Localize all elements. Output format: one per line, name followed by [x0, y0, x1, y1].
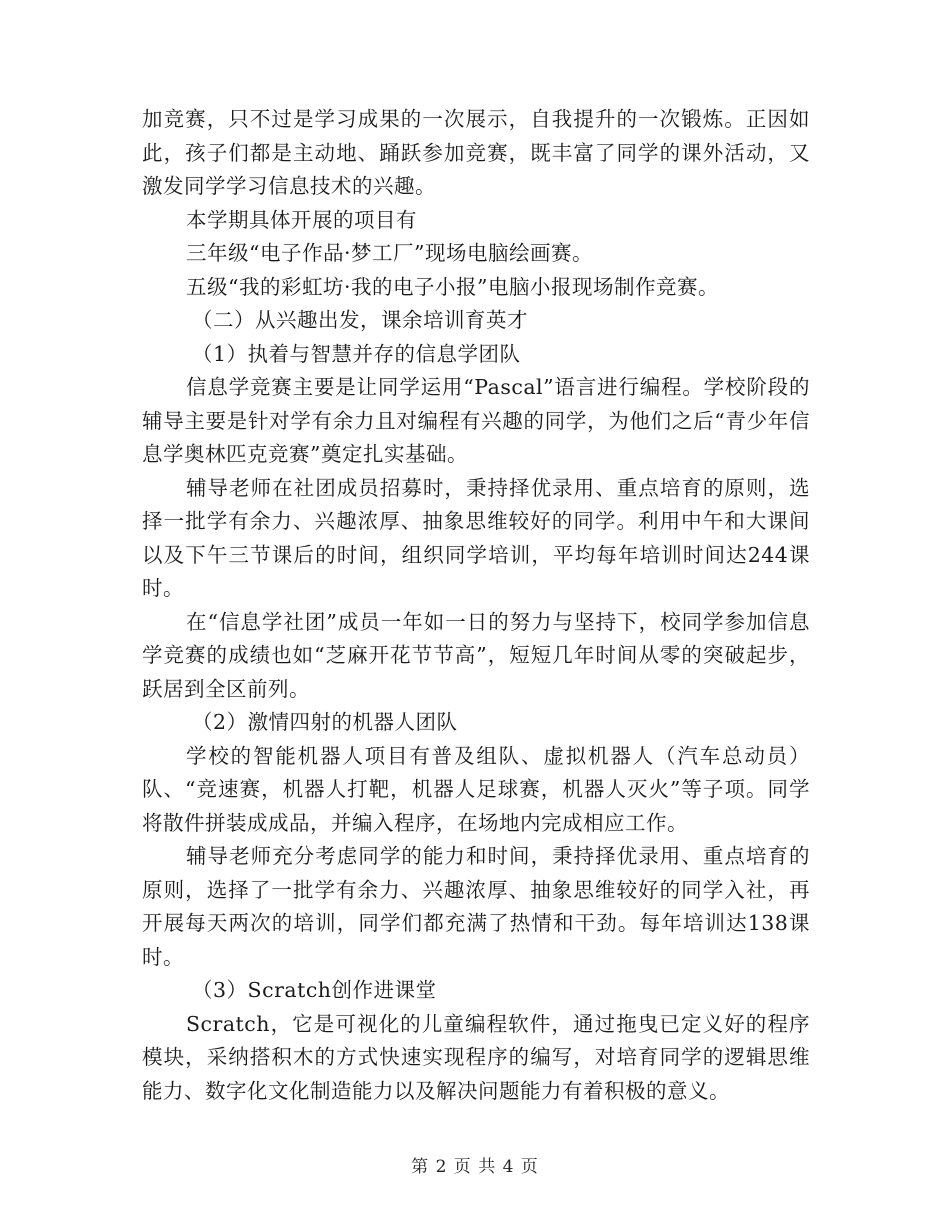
subsection-heading-2: （2）激情四射的机器人团队: [192, 710, 458, 734]
paragraph-continuation: 加竞赛，只不过是学习成果的一次展示，自我提升的一次锻炼。正因如此，孩子们都是主动地、踊跃参加竞赛，既丰富了同学的课外活动，又激发同学学习信息技术的兴趣。: [142, 107, 810, 198]
paragraph-informatics-1: 信息学竞赛主要是让同学运用“Pascal”语言进行编程。学校阶段的辅导主要是针对学有余力且对编程有兴趣的同学，为他们之后“青少年信息学奥林匹克竞赛”奠定扎实基础。: [142, 375, 810, 466]
paragraph-informatics-2: 辅导老师在社团成员招募时，秉持择优录用、重点培育的原则，选择一批学有余力、兴趣浓厚、抽象思维较好的同学。利用中午和大课间以及下午三节课后的时间，组织同学培训，平均每年培训时间达244课时。: [142, 475, 810, 600]
subsection-heading-3: （3）Scratch创作进课堂: [192, 978, 437, 1002]
section-heading-2: （二）从兴趣出发，课余培训育英才: [192, 308, 528, 332]
paragraph-robotics-2: 辅导老师充分考虑同学的能力和时间，秉持择优录用、重点培育的原则，选择了一批学有余力、兴趣浓厚、抽象思维较好的同学入社，再开展每天两次的培训，同学们都充满了热情和干劲。每年培训达138课时。: [142, 844, 810, 969]
paragraph-projects-intro: 本学期具体开展的项目有: [186, 207, 417, 232]
paragraph-scratch: Scratch，它是可视化的儿童编程软件，通过拖曳已定义好的程序模块，采纳搭积木的方式快速实现程序的编写，对培育同学的逻辑思维能力、数字化文化制造能力以及解决问题能力有着积极的意义。: [142, 1011, 810, 1103]
page-footer: 第 2 页 共 4 页: [411, 1157, 539, 1177]
subsection-heading-1: （1）执着与智慧并存的信息学团队: [192, 341, 521, 366]
paragraph-grade3-project: 三年级“电子作品·梦工厂”现场电脑绘画赛。: [186, 241, 593, 265]
document-body: [142, 103, 810, 1108]
paragraph-informatics-3: 在“信息学社团”成员一年如一日的努力与坚持下，校同学参加信息学竞赛的成绩也如“芝麻开花节节高”，短短几年时间从零的突破起步，跃居到全区前列。: [142, 609, 810, 701]
paragraph-grade5-project: 五级“我的彩虹坊·我的电子小报”电脑小报现场制作竞赛。: [186, 274, 719, 299]
paragraph-robotics-1: 学校的智能机器人项目有普及组队、虚拟机器人（汽车总动员）队、“竞速赛，机器人打靶，机器人足球赛，机器人灭火”等子项。同学将散件拼装成成品，并编入程序，在场地内完成相应工作。: [142, 743, 810, 835]
